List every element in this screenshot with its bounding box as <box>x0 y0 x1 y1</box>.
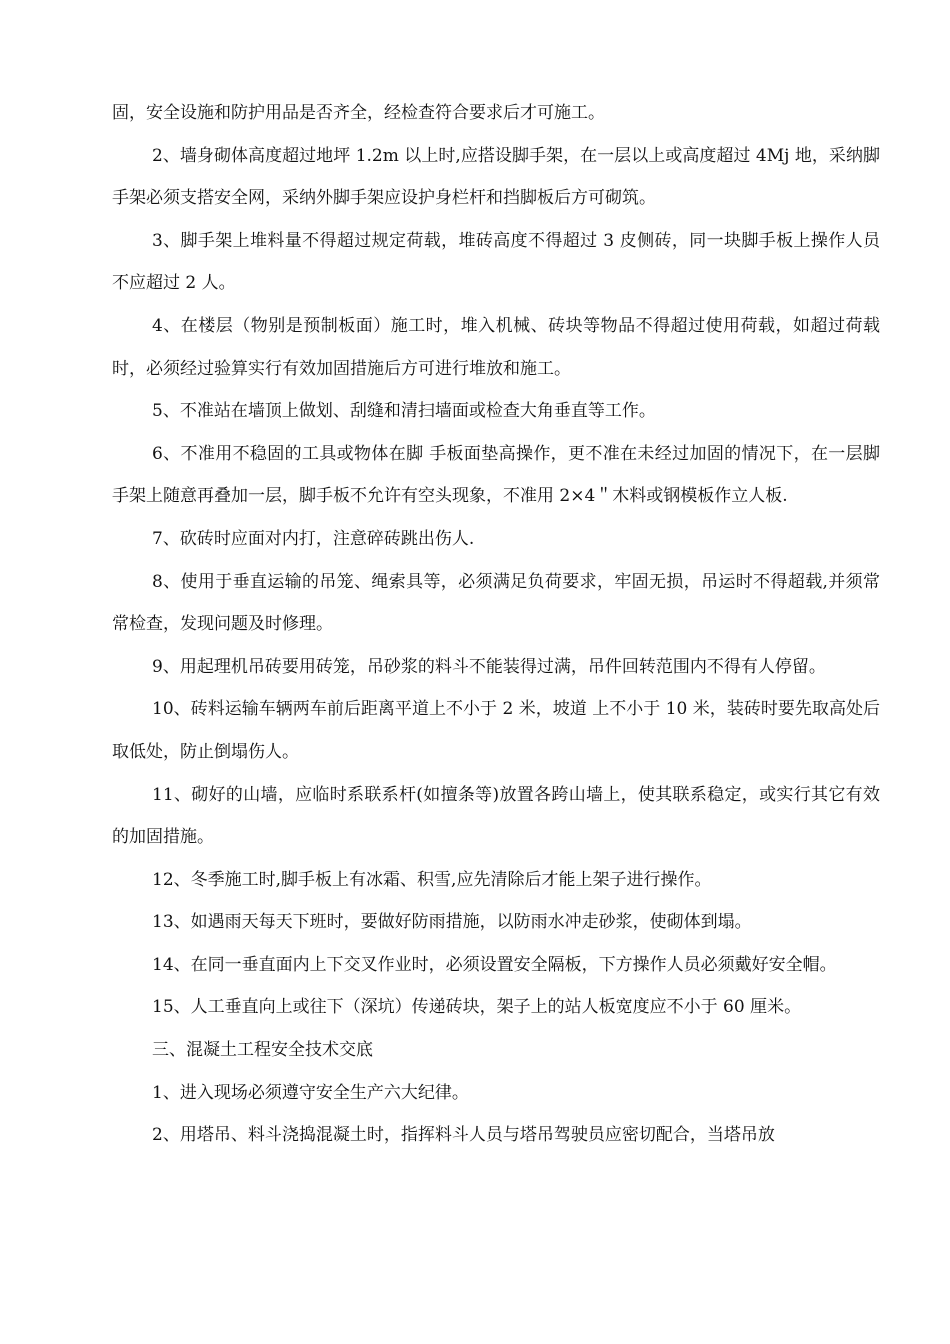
section-heading: 三、混凝土工程安全技术交底 <box>152 1040 373 1061</box>
paragraph: 2、墙身砌体高度超过地坪 1.2m 以上时,应搭设脚手架，在一层以上或高度超过 4Mj 地，采纳脚手架必须支搭安全网，采纳外脚手架应设护身栏杆和挡脚板后方可砌筑。 <box>112 145 880 209</box>
paragraph: 4、在楼层（物别是预制板面）施工时，堆入机械、砖块等物品不得超过使用荷载，如超过荷载时，必须经过验算实行有效加固措施后方可进行堆放和施工。 <box>112 315 880 379</box>
paragraph: 5、不准站在墙顶上做划、刮缝和清扫墙面或检查大角垂直等工作。 <box>152 401 656 422</box>
paragraph: 12、冬季施工时,脚手板上有冰霜、积雪,应先清除后才能上架子进行操作。 <box>152 869 712 890</box>
paragraph: 8、使用于垂直运输的吊笼、绳索具等，必须满足负荷要求，牢固无损，吊运时不得超载,并须常常检查，发现问题及时修理。 <box>112 571 880 635</box>
paragraph: 11、砌好的山墙，应临时系联系杆(如擅条等)放置各跨山墙上，使其联系稳定，或实行其它有效的加固措施。 <box>112 784 880 848</box>
paragraph: 7、砍砖时应面对内打，注意碎砖跳出伤人. <box>152 528 475 549</box>
paragraph: 15、人工垂直向上或往下（深坑）传递砖块，架子上的站人板宽度应不小于 60 厘米。 <box>152 997 802 1018</box>
paragraph: 6、不准用不稳固的工具或物体在脚 手板面垫高操作，更不准在未经过加固的情况下，在一层脚手架上随意再叠加一层，脚手板不允许有空头现象，不准用 2×4＂木料或钢模板作立人板. <box>112 443 880 507</box>
paragraph: 1、进入现场必须遵守安全生产六大纪律。 <box>152 1082 469 1103</box>
paragraph: 3、脚手架上堆料量不得超过规定荷载，堆砖高度不得超过 3 皮侧砖，同一块脚手板上操作人员不应超过 2 人。 <box>112 230 880 294</box>
paragraph: 13、如遇雨天每天下班时，要做好防雨措施，以防雨水冲走砂浆，使砌体到塌。 <box>152 912 752 933</box>
paragraph: 固，安全设施和防护用品是否齐全，经检查符合要求后才可施工。 <box>112 103 605 123</box>
paragraph: 2、用塔吊、料斗浇捣混凝土时，指挥料斗人员与塔吊驾驶员应密切配合，当塔吊放 <box>152 1125 775 1146</box>
paragraph: 10、砖料运输车辆两车前后距离平道上不小于 2 米，坡道 上不小于 10 米，装砖时要先取高处后取低处，防止倒塌伤人。 <box>112 699 880 762</box>
paragraph: 9、用起理机吊砖要用砖笼，吊砂浆的料斗不能装得过满，吊件回转范围内不得有人停留。 <box>152 656 826 677</box>
paragraph: 14、在同一垂直面内上下交叉作业时，必须设置安全隔板，下方操作人员必须戴好安全帽。 <box>152 954 837 975</box>
document-body <box>112 92 880 1157</box>
